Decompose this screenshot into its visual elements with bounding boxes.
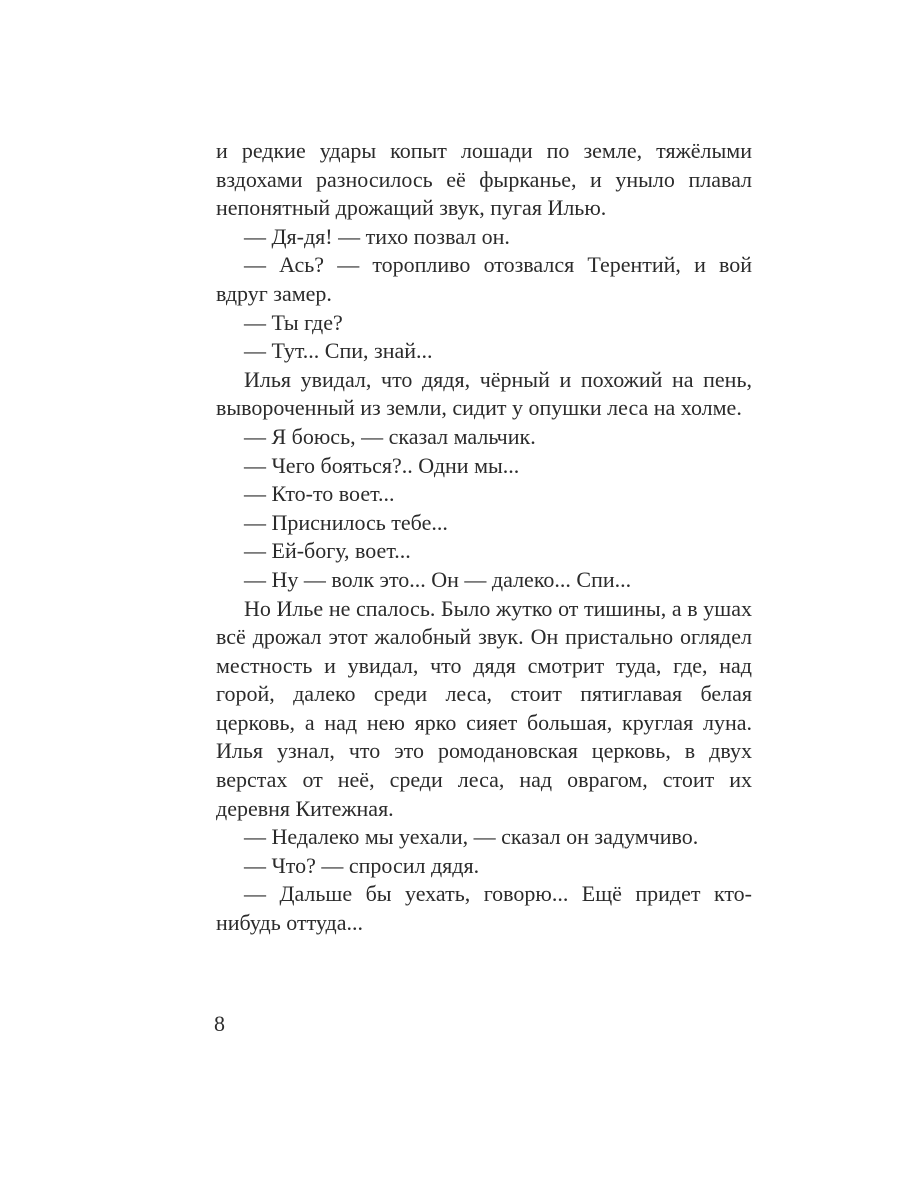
dialogue-line: — Дальше бы уехать, говорю... Ещё придет кто-нибудь оттуда...	[216, 881, 752, 936]
narrative-paragraph: Но Илье не спалось. Было жутко от тишины, а в ушах всё дрожал этот жалобный звук. Он пристально оглядел местность и увидал, что дядя смотрит туда, где, над горой, далеко среди леса, стоит пятиглавая белая церковь, а над нею ярко сияет большая, круглая луна. Илья узнал, что это ромодановская церковь, в двух верстах от неё, среди леса, над оврагом, стоит их деревня Китежная.	[216, 595, 752, 821]
dialogue-line: — Ась? — торопливо отозвался Терентий, и вой вдруг замер.	[216, 252, 752, 306]
dialogue-line: — Дя-дя! — тихо позвал он.	[244, 223, 510, 249]
dialogue-line: — Недалеко мы уехали, — сказал он задумчиво.	[244, 824, 699, 850]
page-number: 8	[214, 1011, 225, 1036]
dialogue-line: — Ей-богу, воет...	[244, 538, 411, 564]
dialogue-line: — Ну — волк это... Он — далеко... Спи...	[244, 566, 632, 592]
dialogue-line: — Ты где?	[244, 309, 343, 335]
paragraph-continuation: и редкие удары копыт лошади по земле, тяжёлыми вздохами разносилось её фырканье, и уныло плавал непонятный дрожащий звук, пугая Илью.	[216, 138, 752, 221]
dialogue-line: — Тут... Спи, знай...	[244, 338, 433, 364]
body-text	[216, 137, 752, 938]
dialogue-line: — Я боюсь, — сказал мальчик.	[244, 423, 536, 449]
dialogue-line: — Чего бояться?.. Одни мы...	[244, 452, 520, 478]
dialogue-line: — Приснилось тебе...	[244, 509, 448, 535]
dialogue-line: — Кто-то воет...	[244, 481, 395, 507]
dialogue-line: — Что? — спросил дядя.	[244, 852, 480, 878]
narrative-paragraph: Илья увидал, что дядя, чёрный и похожий на пень, вывороченный из земли, сидит у опушки леса на холме.	[216, 366, 752, 421]
